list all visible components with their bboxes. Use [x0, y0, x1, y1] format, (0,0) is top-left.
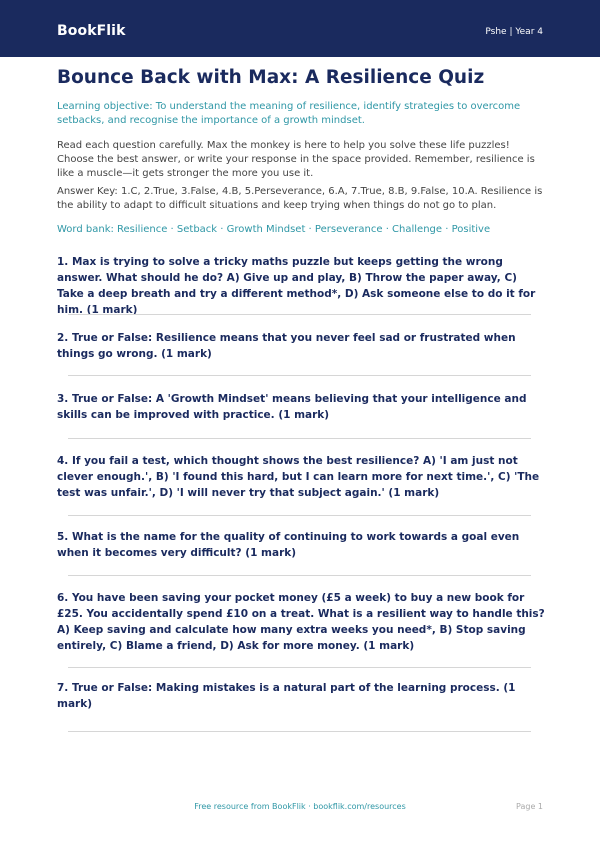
brand-logo-text: BookFlik: [57, 23, 126, 39]
learning-objective: Learning objective: To understand the meaning of resilience, identify strategies to overcome setbacks, and recognise the importance of a growth mindset.: [57, 101, 521, 126]
question-7: 7. True or False: Making mistakes is a natural part of the learning process. (1 mark): [57, 682, 516, 710]
question-1: 1. Max is trying to solve a tricky maths puzzle but keeps getting the wrong answer. What should he do? A) Give up and play, B) Throw the paper away, C) Take a deep breath and try a different method*, D) Ask someone else to do it for him. (1 mark): [57, 256, 536, 316]
answer-line-6: [68, 667, 531, 668]
answer-line-7: [68, 731, 531, 732]
subject-year-label: Pshe | Year 4: [485, 27, 543, 37]
answer-line-3: [68, 438, 531, 439]
answer-key: Answer Key: 1.C, 2.True, 3.False, 4.B, 5.Perseverance, 6.A, 7.True, 8.B, 9.False, 10.A. Resilience is the ability to adapt to difficult situations and keep trying when things do not go to plan.: [57, 186, 543, 211]
question-3: 3. True or False: A 'Growth Mindset' means believing that your intelligence and skills can be improved with practice. (1 mark): [57, 393, 527, 421]
question-2: 2. True or False: Resilience means that you never feel sad or frustrated when things go wrong. (1 mark): [57, 332, 516, 360]
question-5: 5. What is the name for the quality of continuing to work towards a goal even when it becomes very difficult? (1 mark): [57, 531, 520, 559]
page-title: Bounce Back with Max: A Resilience Quiz: [57, 67, 485, 88]
word-bank: Word bank: Resilience · Setback · Growth Mindset · Perseverance · Challenge · Positive: [57, 224, 491, 235]
question-6: 6. You have been saving your pocket money (£5 a week) to buy a new book for £25. You accidentally spend £10 on a treat. What is a resilient way to handle this? A) Keep saving and calculate how many extra weeks you need*, B) Stop saving entirely, C) Blame a friend, D) Ask for more money. (1 mark): [57, 592, 545, 652]
answer-line-1: [68, 314, 531, 315]
page-number: Page 1: [516, 802, 543, 811]
page-header: [0, 0, 600, 57]
question-4: 4. If you fail a test, which thought shows the best resilience? A) 'I am just not clever enough.', B) 'I found this hard, but I can learn more for next time.', C) 'The test was unfair.', D) 'I will never try that subject again.' (1 mark): [57, 455, 540, 499]
answer-line-2: [68, 375, 531, 376]
footer-link-text: Free resource from BookFlik · bookflik.com/resources: [194, 802, 406, 811]
answer-line-4: [68, 515, 531, 516]
instructions-text: Read each question carefully. Max the monkey is here to help you solve these life puzzles! Choose the best answer, or write your response in the space provided. Remember, resilience is like a muscle—it gets stronger the more you use it.: [57, 140, 535, 179]
answer-line-5: [68, 575, 531, 576]
